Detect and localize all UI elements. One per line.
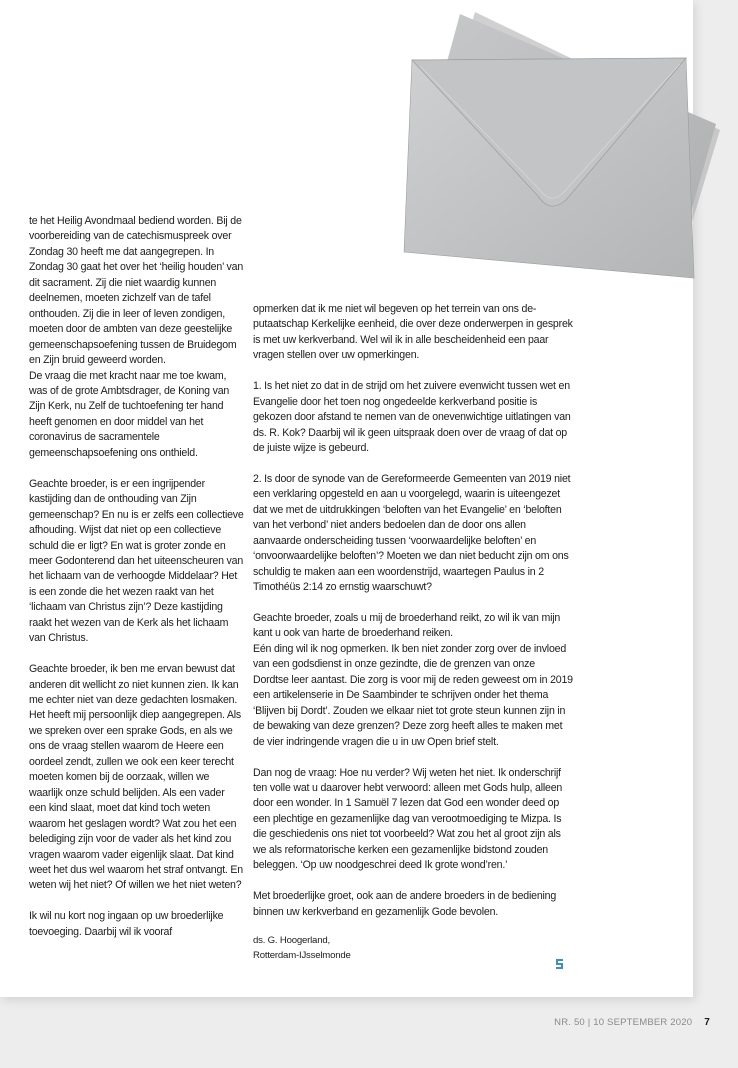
paragraph: Eén ding wil ik nog opmerken. Ik ben niet zonder zorg over de invloed van een godsdienst in onze gezindte, die de grenzen van onze Dordtse leer aantast. Die zorg is voor mij de reden geweest om in 2019 een artikelenserie in De Saambinder te schrijven onder het thema ‘Blijven bij Dordt’. Zouden we elkaar niet tot grote steun kunnen zijn in de bewaking van deze grenzen? Deze zorg heeft alles te maken met de vier indringende vragen die u in uw Open brief stelt. [253, 642, 573, 748]
signature [253, 934, 573, 963]
paragraph: opmerken dat ik me niet wil begeven op het terrein van ons deputaatschap Kerkelijke eenheid, die over deze onderwerpen in gesprek is met uw kerkverband. Wel wil ik in alle bescheidenheid een paar vragen stellen over uw opmerkingen. [253, 303, 573, 362]
paragraph: Met broederlijke groet, ook aan de andere broeders in de bediening binnen uw kerkverband en gezamenlijk Gode bevolen. [253, 890, 557, 918]
page-footer [554, 1017, 710, 1028]
end-of-article-icon [555, 958, 565, 970]
paragraph: 1. Is het niet zo dat in de strijd om het zuivere evenwicht tussen wet en Evangelie door het toen nog ongedeelde kerkverband positie is gekozen door afstand te nemen van de onevenwichtige uitlatingen van ds. R. Kok? Daarbij wil ik geen uitspraak doen over de vraag of dat op de juiste wijze is gebeurd. [253, 380, 571, 455]
paragraph: Ik wil nu kort nog ingaan op uw broederlijke toevoeging. Daarbij wil ik vooraf [29, 910, 224, 938]
paragraph: te het Heilig Avondmaal bediend worden. Bij de voorbereiding van de catechismuspreek over Zondag 30 heeft me dat aangegrepen. In Zondag 30 gaat het over het ‘heilig houden’ van dit sacrament. Zij die niet waardig kunnen deelnemen, moeten zichzelf van de tafel onthouden. Zij die in leer of leven zondigen, moeten door de ambten van deze geestelijke gemeenschapsoefening tussen de Bruidegom en Zijn bruid geweerd worden. [29, 215, 244, 367]
paragraph: Dan nog de vraag: Hoe nu verder? Wij weten het niet. Ik onderschrijf ten volle wat u daarover hebt verwoord: alleen met Gods hulp, alleen door een wonder. In 1 Samuël 7 lezen dat God een wonder deed op een plechtige en gezamenlijke dag van verootmoediging te Mizpa. Is die geschiedenis ons niet tot voorbeeld? Wat zou het al groot zijn als we als reformatorische kerken een gezamenlijke bidstond zouden beleggen. ‘Op uw noodgeschrei deed Ik grote wond’ren.’ [253, 766, 563, 872]
article-right-column [253, 302, 573, 963]
page-number: 7 [704, 1017, 710, 1028]
paragraph: Geachte broeder, is er een ingrijpender kastijding dan de onthouding van Zijn gemeenschap? En nu is er zelfs een collectieve afhouding. Wijst dat niet op een collectieve schuld die er ligt? En wat is groter zonde en meer Godonterend dan het uiteenscheuren van het lichaam van de verhoogde Middelaar? Het is een zonde die het wezen raakt van het ‘lichaam van Christus zijn’? Deze kastijding raakt het wezen van de Kerk als het lichaam van Christus. [29, 477, 244, 645]
paragraph: 2. Is door de synode van de Gereformeerde Gemeenten van 2019 niet een verklaring opgesteld en aan u voorgelegd, waarin is uiteengezet dat we met de uitdrukkingen ‘beloften van het Evangelie’ en ‘beloften van het verbond’ niet anders bedoelen dan de door ons allen aanvaarde onderscheiding tussen ‘voorwaardelijke beloften’ en ‘onvoorwaardelijke beloften’? Moeten we dan niet beducht zijn om ons schuldig te maken aan een woordenstrijd, waartegen Paulus in 2 Timothéüs 2:14 zo ernstig waarschuwt? [253, 472, 571, 594]
signature-place: Rotterdam-IJsselmonde [253, 949, 351, 961]
article-left-column [29, 214, 244, 940]
paragraph: De vraag die met kracht naar me toe kwam, was of de grote Ambtsdrager, de Koning van Zijn Kerk, nu Zelf de tuchtoefening ter hand heeft genomen en door middel van het coronavirus de sacramentele gemeenschapsoefening ons onthield. [29, 369, 230, 459]
issue-info: NR. 50 | 10 SEPTEMBER 2020 [554, 1017, 693, 1028]
paragraph: Geachte broeder, ik ben me ervan bewust dat anderen dit wellicht zo niet kunnen zien. Ik kan me echter niet van deze gedachten losmaken. Het heeft mij persoonlijk diep aangegrepen. Als we spreken over een sprake Gods, en als we ons de vraag stellen waarom de Heere een oordeel zendt, zullen we ook een keer terecht moeten komen bij de oorzaak, willen we waarlijk onze schuld belijden. Als een vader een kind slaat, moet dat kind toch weten waarom het geslagen wordt? Wat zou het een belediging zijn voor de vader als het kind zou vragen waarom vader eigenlijk slaat. Dat kind weet het dus wel waarom het straf ontvangt. En weten wij het niet? Of willen we het niet weten? [29, 663, 243, 892]
envelope-illustration [390, 0, 738, 280]
signature-name: ds. G. Hoogerland, [253, 935, 330, 947]
paragraph: Geachte broeder, zoals u mij de broederhand reikt, zo wil ik van mijn kant u ook van harte de broederhand reiken. [253, 612, 561, 640]
envelope-front [404, 58, 694, 278]
